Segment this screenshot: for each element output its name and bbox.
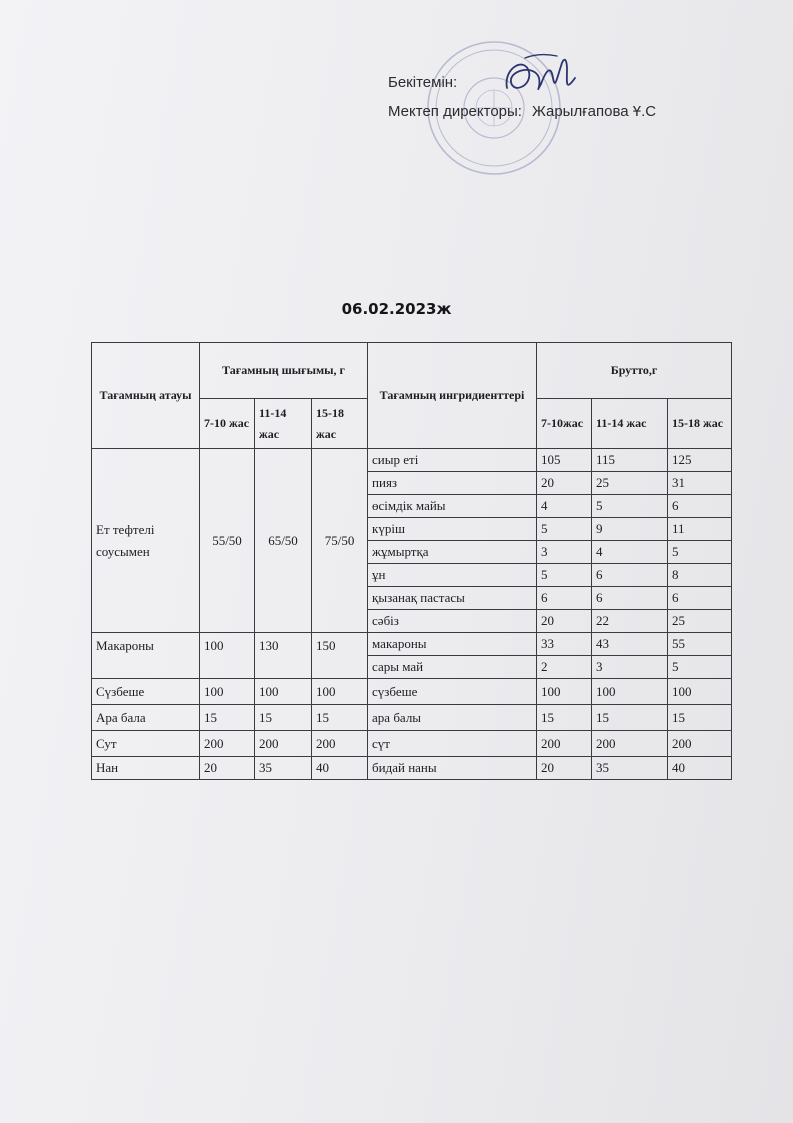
ingredient-name: қызанақ пастасы (368, 587, 537, 610)
yield-age-11-14: 11-14 жас (255, 399, 312, 449)
brutto-value: 15 (592, 705, 668, 731)
brutto-value: 6 (592, 587, 668, 610)
menu-table-body (92, 449, 732, 780)
ingredient-name: сүзбеше (368, 679, 537, 705)
brutto-value: 5 (668, 541, 732, 564)
header-yield: Тағамның шығымы, г (200, 343, 368, 399)
table-row (92, 679, 732, 705)
dish-yield: 100 (312, 679, 368, 705)
dish-yield: 100 (200, 633, 255, 679)
brutto-age-11-14: 11-14 жас (592, 399, 668, 449)
table-row (92, 449, 732, 472)
ingredient-name: сиыр еті (368, 449, 537, 472)
brutto-value: 6 (537, 587, 592, 610)
dish-yield: 35 (255, 757, 312, 780)
dish-name: Ет тефтелі соусымен (92, 449, 200, 633)
brutto-value: 4 (537, 495, 592, 518)
brutto-value: 55 (668, 633, 732, 656)
dish-yield: 20 (200, 757, 255, 780)
ingredient-name: ұн (368, 564, 537, 587)
header-ingredients: Тағамның ингридиенттері (368, 343, 537, 449)
dish-name: Ара бала (92, 705, 200, 731)
dish-yield: 200 (255, 731, 312, 757)
ingredient-name: өсімдік майы (368, 495, 537, 518)
dish-yield: 65/50 (255, 449, 312, 633)
brutto-value: 40 (668, 757, 732, 780)
brutto-value: 5 (668, 656, 732, 679)
ingredient-name: күріш (368, 518, 537, 541)
header-dish-name: Тағамның атауы (92, 343, 200, 449)
brutto-value: 6 (668, 587, 732, 610)
table-row (92, 705, 732, 731)
brutto-value: 9 (592, 518, 668, 541)
brutto-value: 43 (592, 633, 668, 656)
brutto-value: 3 (592, 656, 668, 679)
brutto-value: 100 (592, 679, 668, 705)
brutto-value: 200 (668, 731, 732, 757)
menu-table (91, 342, 732, 780)
table-row (92, 633, 732, 656)
brutto-value: 115 (592, 449, 668, 472)
brutto-value: 125 (668, 449, 732, 472)
yield-age-15-18: 15-18 жас (312, 399, 368, 449)
table-row (92, 731, 732, 757)
brutto-value: 11 (668, 518, 732, 541)
brutto-value: 105 (537, 449, 592, 472)
dish-name: Сут (92, 731, 200, 757)
yield-age-7-10: 7-10 жас (200, 399, 255, 449)
brutto-value: 5 (592, 495, 668, 518)
brutto-value: 5 (537, 564, 592, 587)
ingredient-name: сәбіз (368, 610, 537, 633)
brutto-value: 100 (537, 679, 592, 705)
brutto-value: 6 (668, 495, 732, 518)
dish-name: Макароны (92, 633, 200, 679)
approval-block (388, 68, 656, 126)
dish-yield: 200 (312, 731, 368, 757)
dish-yield: 55/50 (200, 449, 255, 633)
ingredient-name: жұмыртқа (368, 541, 537, 564)
brutto-value: 33 (537, 633, 592, 656)
dish-name: Нан (92, 757, 200, 780)
ingredient-name: сары май (368, 656, 537, 679)
director-label: Мектеп директоры: (388, 103, 522, 120)
approve-label: Бекітемін: (388, 74, 458, 91)
dish-yield: 150 (312, 633, 368, 679)
dish-yield: 130 (255, 633, 312, 679)
dish-yield: 40 (312, 757, 368, 780)
brutto-value: 20 (537, 757, 592, 780)
dish-name: Сүзбеше (92, 679, 200, 705)
dish-yield: 100 (200, 679, 255, 705)
brutto-value: 3 (537, 541, 592, 564)
table-row (92, 757, 732, 780)
header-brutto: Брутто,г (537, 343, 732, 399)
brutto-value: 20 (537, 472, 592, 495)
director-name: Жарылғапова Ұ.С (531, 103, 657, 120)
ingredient-name: сүт (368, 731, 537, 757)
brutto-value: 6 (592, 564, 668, 587)
ingredient-name: бидай наны (368, 757, 537, 780)
brutto-value: 2 (537, 656, 592, 679)
menu-date: 06.02.2023ж (341, 300, 452, 318)
brutto-value: 15 (668, 705, 732, 731)
brutto-value: 200 (537, 731, 592, 757)
brutto-value: 15 (537, 705, 592, 731)
brutto-value: 200 (592, 731, 668, 757)
dish-yield: 200 (200, 731, 255, 757)
brutto-value: 20 (537, 610, 592, 633)
brutto-age-15-18: 15-18 жас (668, 399, 732, 449)
dish-yield: 75/50 (312, 449, 368, 633)
dish-yield: 15 (312, 705, 368, 731)
brutto-age-7-10: 7-10жас (537, 399, 592, 449)
dish-yield: 100 (255, 679, 312, 705)
brutto-value: 8 (668, 564, 732, 587)
ingredient-name: пияз (368, 472, 537, 495)
brutto-value: 4 (592, 541, 668, 564)
brutto-value: 31 (668, 472, 732, 495)
brutto-value: 22 (592, 610, 668, 633)
brutto-value: 25 (668, 610, 732, 633)
director-line (388, 97, 656, 126)
dish-yield: 15 (255, 705, 312, 731)
dish-yield: 15 (200, 705, 255, 731)
ingredient-name: ара балы (368, 705, 537, 731)
ingredient-name: макароны (368, 633, 537, 656)
brutto-value: 5 (537, 518, 592, 541)
brutto-value: 35 (592, 757, 668, 780)
brutto-value: 25 (592, 472, 668, 495)
brutto-value: 100 (668, 679, 732, 705)
